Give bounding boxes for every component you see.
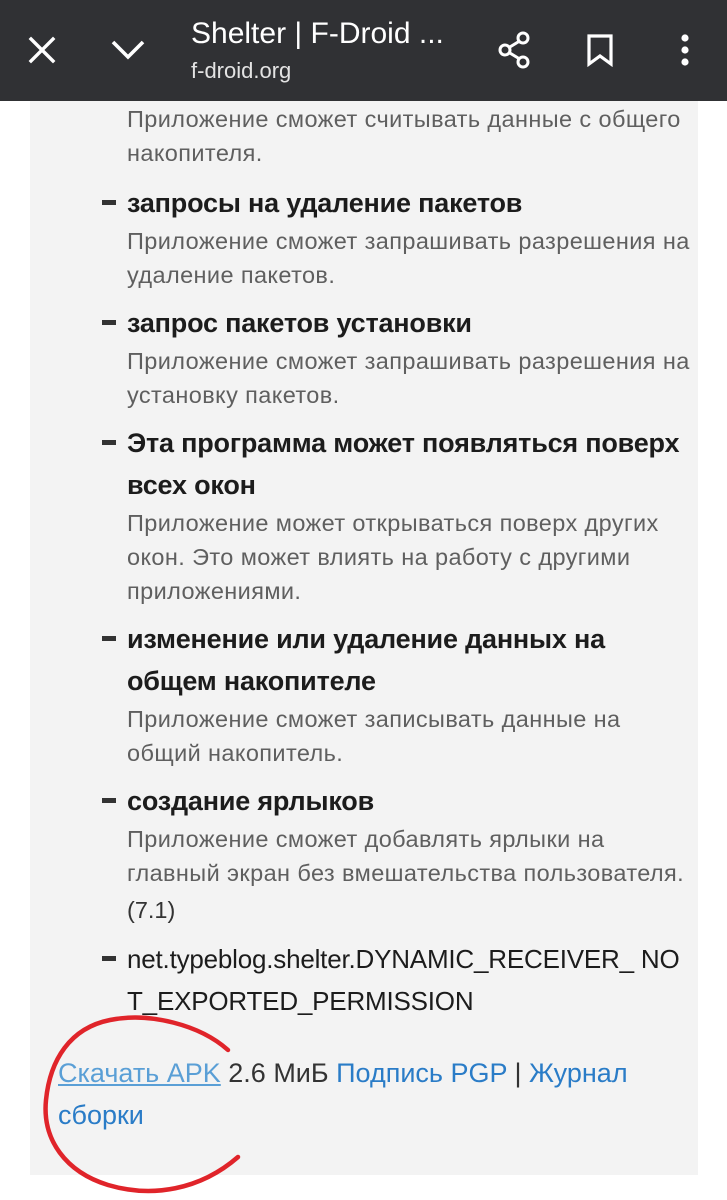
permission-item: [30, 422, 698, 608]
bookmark-icon: [586, 33, 614, 67]
minimize-button[interactable]: [98, 20, 158, 80]
apk-size: 2.6 МиБ: [220, 1058, 337, 1088]
permission-title: создание ярлыков: [127, 786, 374, 816]
build-log-link[interactable]: Журнал сборки: [58, 1058, 628, 1130]
permission-item: [30, 302, 698, 412]
list-bullet: [102, 320, 116, 325]
more-vertical-icon: [680, 33, 690, 67]
link-separator: |: [507, 1058, 530, 1088]
browser-toolbar: [0, 0, 727, 101]
permission-item: [30, 101, 698, 170]
list-bullet: [102, 636, 116, 641]
close-icon: [27, 35, 57, 65]
permission-title: изменение или удаление данных на общем накопителе: [127, 624, 605, 696]
more-options-button[interactable]: [655, 20, 715, 80]
list-bullet: [102, 798, 116, 803]
permission-description: Приложение сможет записывать данные на общий накопитель.: [127, 706, 621, 766]
permission-description: Приложение сможет считывать данные с общего накопителя.: [127, 106, 681, 166]
share-icon: [496, 31, 532, 69]
download-links: [58, 1052, 668, 1136]
permission-title: запросы на удаление пакетов: [127, 188, 523, 218]
list-bullet: [102, 956, 116, 961]
list-bullet: [102, 440, 116, 445]
permission-item: [30, 938, 698, 1022]
share-button[interactable]: [484, 20, 544, 80]
permission-title: запрос пакетов установки: [127, 308, 472, 338]
permission-description: Приложение может открываться поверх других окон. Это может влиять на работу с другими приложениями.: [127, 510, 659, 604]
permission-version: (7.1): [127, 897, 176, 923]
permission-description: Приложение сможет запрашивать разрешения на установку пакетов.: [127, 348, 690, 408]
permission-item: [30, 780, 698, 928]
permission-item: [30, 618, 698, 770]
chevron-down-icon: [110, 38, 146, 62]
download-apk-link[interactable]: Скачать APK: [58, 1058, 221, 1088]
close-button[interactable]: [12, 20, 72, 80]
permission-item: [30, 182, 698, 292]
permission-description: Приложение сможет запрашивать разрешения на удаление пакетов.: [127, 228, 690, 288]
page-url: f-droid.org: [191, 58, 292, 83]
permission-title: net.typeblog.shelter.DYNAMIC_RECEIVER_ NOT_EXPORTED_PERMISSION: [127, 944, 680, 1016]
bookmark-button[interactable]: [570, 20, 630, 80]
page-title: Shelter | F-Droid ...: [191, 17, 444, 50]
permission-list: [30, 101, 698, 1032]
pgp-signature-link[interactable]: Подпись PGP: [336, 1058, 508, 1088]
permission-description: Приложение сможет добавлять ярлыки на главный экран без вмешательства пользователя.: [127, 826, 685, 886]
list-bullet: [102, 200, 116, 205]
permission-title: Эта программа может появляться поверх всех окон: [127, 428, 680, 500]
permissions-section: [30, 101, 698, 1175]
